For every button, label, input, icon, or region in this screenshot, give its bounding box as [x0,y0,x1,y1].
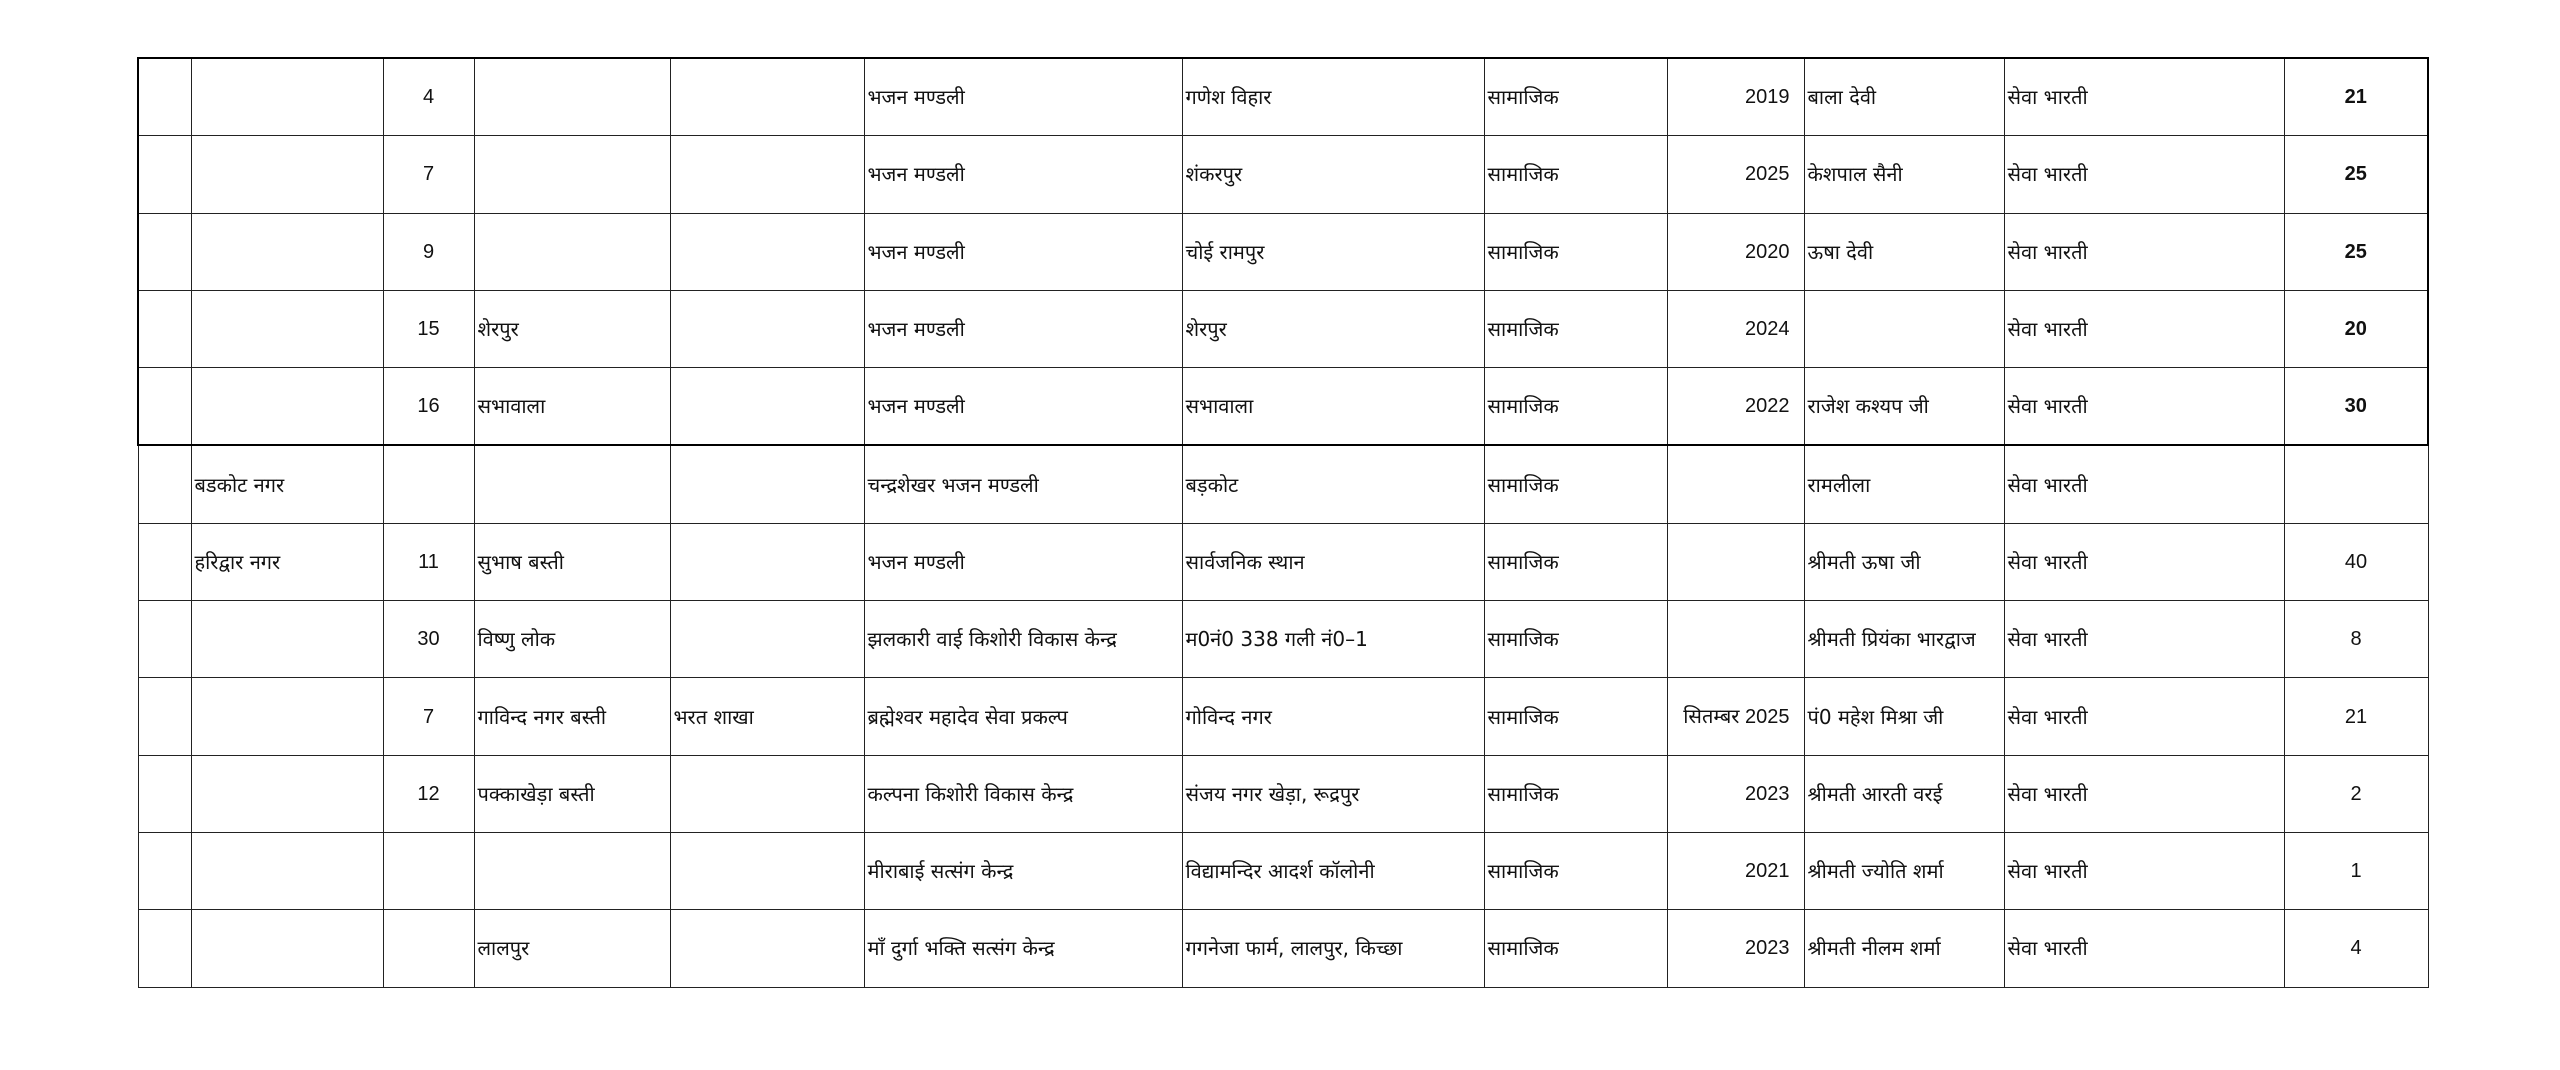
cell-shakha [670,755,864,832]
cell-number [383,832,474,909]
cell-location: गणेश विहार [1182,58,1484,136]
cell-count: 1 [2284,832,2428,909]
cell-count [2284,445,2428,523]
cell-year [1667,601,1804,678]
cell-location: गगनेजा फार्म, लालपुर, किच्छा [1182,910,1484,987]
table-row [138,601,2428,678]
cell-year [1667,445,1804,523]
cell-type: सामाजिक [1484,213,1667,290]
cell-year: 2020 [1667,213,1804,290]
cell-activity: ब्रह्मेश्वर महादेव सेवा प्रकल्प [864,678,1182,755]
cell-nagar [191,290,383,367]
cell-contact: बाला देवी [1804,58,2004,136]
cell-contact: श्रीमती नीलम शर्मा [1804,910,2004,987]
cell-count: 30 [2284,368,2428,446]
cell-activity: चन्द्रशेखर भजन मण्डली [864,445,1182,523]
cell-organisation: सेवा भारती [2004,910,2284,987]
cell-blank [138,136,191,213]
cell-count: 20 [2284,290,2428,367]
cell-type: सामाजिक [1484,601,1667,678]
cell-nagar [191,368,383,446]
cell-activity: झलकारी वाई किशोरी विकास केन्द्र [864,601,1182,678]
cell-number: 7 [383,136,474,213]
cell-basti [474,445,670,523]
cell-type: सामाजिक [1484,523,1667,600]
cell-shakha: भरत शाखा [670,678,864,755]
cell-year: सितम्बर 2025 [1667,678,1804,755]
cell-contact: ऊषा देवी [1804,213,2004,290]
cell-year: 2021 [1667,832,1804,909]
cell-shakha [670,832,864,909]
table-row [138,136,2428,213]
cell-organisation: सेवा भारती [2004,445,2284,523]
cell-activity: भजन मण्डली [864,136,1182,213]
cell-activity: भजन मण्डली [864,523,1182,600]
cell-organisation: सेवा भारती [2004,832,2284,909]
cell-year: 2024 [1667,290,1804,367]
cell-activity: भजन मण्डली [864,290,1182,367]
cell-count: 40 [2284,523,2428,600]
cell-basti: लालपुर [474,910,670,987]
cell-contact: रामलीला [1804,445,2004,523]
cell-contact: केशपाल सैनी [1804,136,2004,213]
cell-shakha [670,445,864,523]
cell-basti [474,213,670,290]
cell-count: 2 [2284,755,2428,832]
cell-blank [138,755,191,832]
data-table [137,57,2429,988]
cell-blank [138,368,191,446]
table-row [138,755,2428,832]
cell-year: 2019 [1667,58,1804,136]
cell-blank [138,832,191,909]
cell-number: 16 [383,368,474,446]
cell-year: 2023 [1667,755,1804,832]
cell-activity: भजन मण्डली [864,368,1182,446]
cell-organisation: सेवा भारती [2004,213,2284,290]
cell-nagar [191,213,383,290]
cell-shakha [670,213,864,290]
cell-count: 4 [2284,910,2428,987]
cell-number: 30 [383,601,474,678]
cell-basti: शेरपुर [474,290,670,367]
cell-type: सामाजिक [1484,755,1667,832]
cell-count: 21 [2284,678,2428,755]
cell-year: 2025 [1667,136,1804,213]
cell-basti [474,832,670,909]
cell-organisation: सेवा भारती [2004,290,2284,367]
cell-year: 2022 [1667,368,1804,446]
cell-contact: पं0 महेश मिश्रा जी [1804,678,2004,755]
cell-basti [474,58,670,136]
cell-nagar: बडकोट नगर [191,445,383,523]
cell-location: सार्वजनिक स्थान [1182,523,1484,600]
cell-organisation: सेवा भारती [2004,678,2284,755]
cell-organisation: सेवा भारती [2004,755,2284,832]
cell-number: 15 [383,290,474,367]
cell-nagar [191,136,383,213]
cell-organisation: सेवा भारती [2004,368,2284,446]
cell-count: 25 [2284,136,2428,213]
cell-shakha [670,523,864,600]
cell-year [1667,523,1804,600]
cell-nagar [191,832,383,909]
cell-nagar [191,910,383,987]
table-row [138,523,2428,600]
cell-basti: गाविन्द नगर बस्ती [474,678,670,755]
cell-shakha [670,601,864,678]
cell-basti [474,136,670,213]
cell-number [383,910,474,987]
cell-basti: पक्काखेड़ा बस्ती [474,755,670,832]
cell-shakha [670,910,864,987]
cell-shakha [670,290,864,367]
cell-type: सामाजिक [1484,678,1667,755]
cell-contact: श्रीमती आरती वरई [1804,755,2004,832]
table-row [138,832,2428,909]
cell-nagar [191,678,383,755]
cell-number: 12 [383,755,474,832]
cell-number: 4 [383,58,474,136]
cell-basti: सुभाष बस्ती [474,523,670,600]
cell-location: विद्यामन्दिर आदर्श कॉलोनी [1182,832,1484,909]
cell-nagar [191,58,383,136]
cell-type: सामाजिक [1484,58,1667,136]
cell-type: सामाजिक [1484,290,1667,367]
cell-blank [138,445,191,523]
cell-blank [138,601,191,678]
cell-activity: कल्पना किशोरी विकास केन्द्र [864,755,1182,832]
cell-location: म0नं0 338 गली नं0–1 [1182,601,1484,678]
cell-location: शेरपुर [1182,290,1484,367]
cell-contact: श्रीमती ऊषा जी [1804,523,2004,600]
cell-contact: राजेश कश्यप जी [1804,368,2004,446]
table-row [138,368,2428,446]
cell-nagar [191,755,383,832]
cell-number: 9 [383,213,474,290]
cell-nagar: हरिद्वार नगर [191,523,383,600]
cell-location: शंकरपुर [1182,136,1484,213]
cell-activity: भजन मण्डली [864,213,1182,290]
cell-nagar [191,601,383,678]
cell-activity: भजन मण्डली [864,58,1182,136]
cell-contact: श्रीमती प्रियंका भारद्वाज [1804,601,2004,678]
cell-type: सामाजिक [1484,368,1667,446]
table-row [138,290,2428,367]
cell-contact: श्रीमती ज्योति शर्मा [1804,832,2004,909]
cell-number: 11 [383,523,474,600]
cell-location: सभावाला [1182,368,1484,446]
cell-year: 2023 [1667,910,1804,987]
table-row [138,678,2428,755]
cell-organisation: सेवा भारती [2004,136,2284,213]
cell-type: सामाजिक [1484,832,1667,909]
cell-count: 8 [2284,601,2428,678]
cell-activity: मीराबाई सत्संग केन्द्र [864,832,1182,909]
cell-blank [138,523,191,600]
cell-activity: माँ दुर्गा भक्ति सत्संग केन्द्र [864,910,1182,987]
cell-location: संजय नगर खेड़ा, रूद्रपुर [1182,755,1484,832]
cell-type: सामाजिक [1484,136,1667,213]
cell-type: सामाजिक [1484,910,1667,987]
cell-count: 25 [2284,213,2428,290]
cell-location: बड़कोट [1182,445,1484,523]
cell-location: चोई रामपुर [1182,213,1484,290]
cell-type: सामाजिक [1484,445,1667,523]
cell-contact [1804,290,2004,367]
table-row [138,213,2428,290]
cell-number: 7 [383,678,474,755]
table-row [138,445,2428,523]
table-row [138,910,2428,987]
cell-blank [138,58,191,136]
cell-shakha [670,368,864,446]
cell-blank [138,910,191,987]
cell-location: गोविन्द नगर [1182,678,1484,755]
cell-organisation: सेवा भारती [2004,58,2284,136]
cell-count: 21 [2284,58,2428,136]
cell-organisation: सेवा भारती [2004,523,2284,600]
cell-shakha [670,58,864,136]
cell-blank [138,678,191,755]
cell-organisation: सेवा भारती [2004,601,2284,678]
cell-number [383,445,474,523]
cell-blank [138,213,191,290]
cell-shakha [670,136,864,213]
cell-basti: सभावाला [474,368,670,446]
table-row [138,58,2428,136]
cell-basti: विष्णु लोक [474,601,670,678]
cell-blank [138,290,191,367]
